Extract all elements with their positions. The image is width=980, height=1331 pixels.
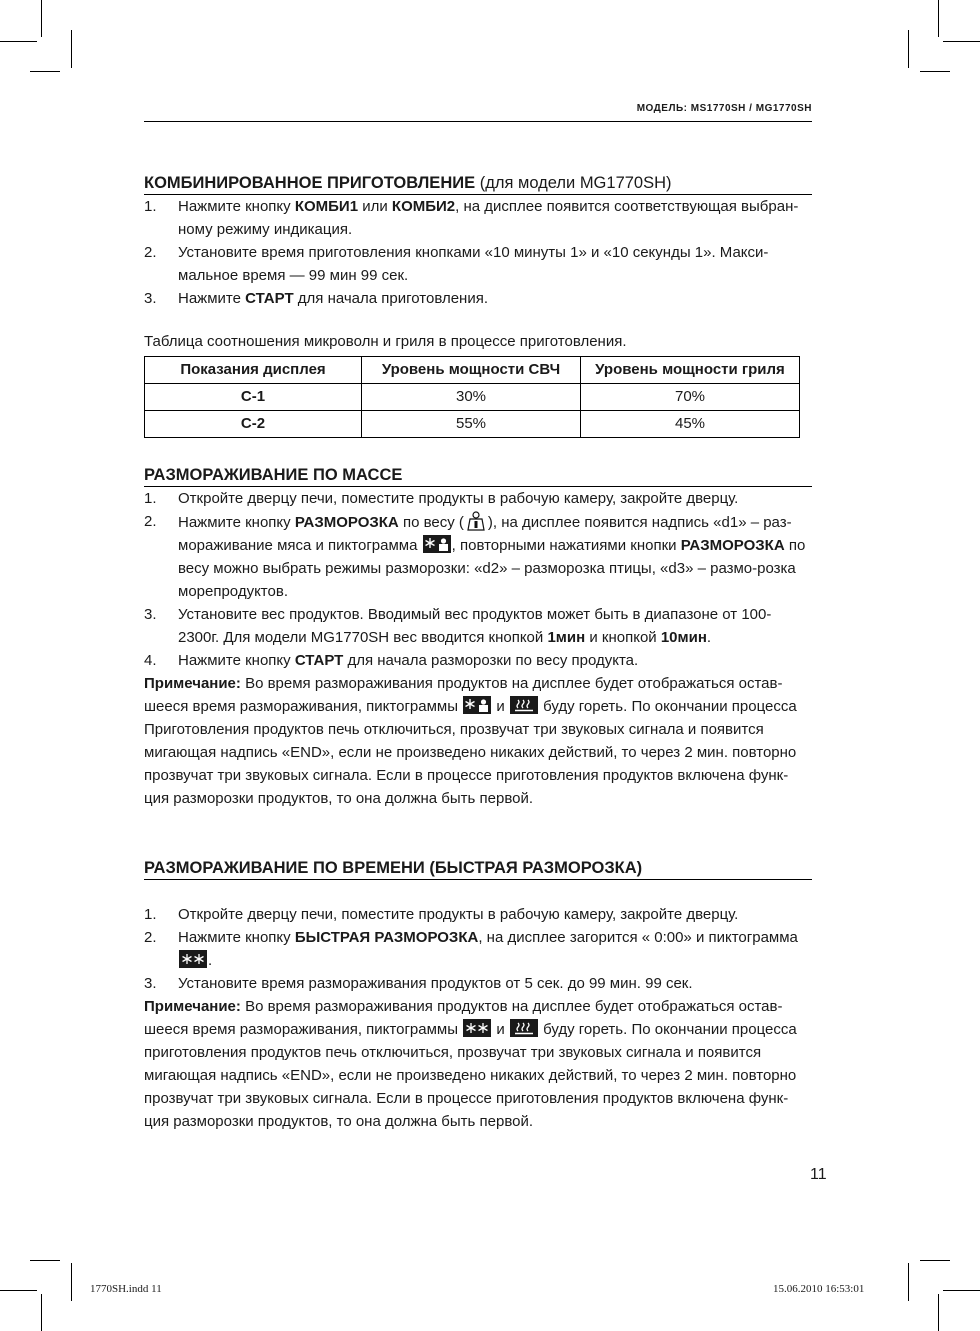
crop-mark — [938, 0, 939, 37]
note-paragraph — [144, 672, 812, 810]
list-item — [144, 241, 812, 287]
page-content — [144, 172, 812, 1133]
crop-mark — [71, 30, 72, 68]
note-text: буду гореть. По окончании процесса Приготовления продуктов печь отключиться, прозвучат три звуковых сигнала и появится мигающая надпись «END», если не произведено никаких действий, то через 2 мин. повторно прозвучат три звуковых сигнала. Если в процессе приготовления продуктов включена функ-ция разморозки продуктов, то она должна быть первой. — [144, 698, 797, 807]
step-key: РАЗМОРОЗКА — [680, 537, 785, 554]
step-key: БЫСТРАЯ РАЗМОРОЗКА — [294, 929, 479, 946]
list-item — [144, 287, 812, 310]
table-row — [145, 384, 800, 411]
crop-mark — [943, 1290, 980, 1291]
step-text: Откройте дверцу печи, поместите продукты в рабочую камеру, закройте дверцу. — [178, 906, 739, 923]
step-text: , на дисплее загорится « 0:00» и пиктограмма — [478, 929, 798, 946]
table-cell: 70% — [581, 384, 800, 411]
crop-mark — [0, 1290, 37, 1291]
step-key: КОМБИ2 — [391, 198, 456, 215]
step-text: , на дисплее появится соответствующая выбран-ному режиму индикация. — [178, 198, 799, 238]
snowflake-meat-icon — [423, 535, 451, 553]
note-text: Во время размораживания продуктов на дисплее будет отображаться остав-шееся время размораживания, пиктограммы — [144, 998, 783, 1038]
step-number: 3. — [144, 975, 157, 992]
list-item — [144, 510, 812, 603]
step-text: по весу можно выбрать режимы разморозки: «d2» – разморозка птицы, «d3» – размо-розка морепродуктов. — [178, 537, 806, 600]
section-title-quick-defrost — [144, 857, 812, 880]
table-cell: 45% — [581, 411, 800, 438]
note-text: и — [492, 1021, 509, 1038]
step-key: КОМБИ1 — [294, 198, 359, 215]
step-text: для начала приготовления. — [293, 290, 489, 307]
step-text: или — [358, 198, 392, 215]
slug-file: 1770SH.indd 11 — [90, 1283, 162, 1295]
crop-mark — [908, 1263, 909, 1301]
crop-mark — [71, 1263, 72, 1301]
crop-mark — [30, 71, 60, 72]
step-text: для начала разморозки по весу продукта. — [343, 652, 639, 669]
step-key: 1мин — [547, 629, 586, 646]
list-item — [144, 649, 812, 672]
list-item — [144, 972, 812, 995]
table-header: Показания дисплея — [145, 357, 362, 384]
step-key: РАЗМОРОЗКА — [294, 514, 399, 531]
step-key: 10мин — [660, 629, 707, 646]
step-text: , повторными нажатиями кнопки — [451, 537, 681, 554]
weight-defrost-steps — [144, 487, 812, 672]
section-title-text: КОМБИНИРОВАННОЕ ПРИГОТОВЛЕНИЕ — [144, 174, 476, 192]
table-header: Уровень мощности гриля — [581, 357, 800, 384]
crop-mark — [41, 1294, 42, 1331]
section-title-weight-defrost — [144, 464, 812, 487]
double-snowflake-icon — [463, 1019, 491, 1037]
step-number: 2. — [144, 929, 157, 946]
table-cell: 55% — [362, 411, 581, 438]
step-text: Установите время приготовления кнопками «10 минуты 1» и «10 секунды 1». Макси-мальное время — 99 мин 99 сек. — [178, 244, 769, 284]
table-caption: Таблица соотношения микроволн и гриля в процессе приготовления. — [144, 333, 627, 350]
defrost-waves-icon — [510, 696, 538, 714]
power-ratio-table — [144, 356, 800, 438]
step-text: ), на дисплее появится надпись «d1» – раз-мораживание мяса и пиктограмма — [178, 514, 792, 554]
step-number: 1. — [144, 906, 157, 923]
step-text: Нажмите — [178, 290, 246, 307]
page-number: 11 — [810, 1166, 827, 1183]
step-text: . — [208, 952, 213, 969]
crop-mark — [908, 30, 909, 68]
step-key: СТАРТ — [294, 652, 344, 669]
weight-icon — [464, 510, 488, 532]
crop-mark — [943, 41, 980, 42]
step-number: 4. — [144, 652, 157, 669]
section-title-text: РАЗМОРАЖИВАНИЕ ПО ВРЕМЕНИ (БЫСТРАЯ РАЗМОРОЗКА) — [144, 859, 643, 877]
double-snowflake-icon — [179, 950, 207, 968]
table-cell: С-1 — [145, 384, 362, 411]
section-title-combi — [144, 172, 812, 195]
step-number: 3. — [144, 606, 157, 623]
step-number: 2. — [144, 513, 157, 530]
step-text: Нажмите кнопку — [178, 514, 295, 531]
step-number: 1. — [144, 198, 157, 215]
defrost-waves-icon — [510, 1019, 538, 1037]
header-rule — [144, 121, 812, 122]
header-model: МОДЕЛЬ: MS1770SH / MG1770SH — [636, 103, 812, 114]
step-text: по весу ( — [398, 514, 464, 531]
crop-mark — [41, 0, 42, 37]
step-text: и кнопкой — [585, 629, 661, 646]
step-key: СТАРТ — [245, 290, 294, 307]
list-item — [144, 603, 812, 649]
crop-mark — [920, 1260, 950, 1261]
snowflake-meat-icon — [463, 696, 491, 714]
table-cell: 30% — [362, 384, 581, 411]
note-label: Примечание: — [144, 998, 241, 1015]
list-item — [144, 903, 812, 926]
note-text: и — [492, 698, 509, 715]
step-text: . — [706, 629, 712, 646]
step-text: Установите вес продуктов. Вводимый вес продуктов может быть в диапазоне от 100-2300г. Для модели MG1770SH вес вводится кнопкой — [178, 606, 772, 646]
combi-steps — [144, 195, 812, 310]
note-paragraph — [144, 995, 812, 1133]
section-title-text: РАЗМОРАЖИВАНИЕ ПО МАССЕ — [144, 466, 403, 484]
step-number: 2. — [144, 244, 157, 261]
crop-mark — [938, 1294, 939, 1331]
note-text: буду гореть. По окончании процесса приготовления продуктов печь отключиться, прозвучат три звуковых сигнала и появится мигающая надпись «END», если не произведено никаких действий, то через 2 мин. повторно прозвучат три звуковых сигнала. Если в процессе приготовления продуктов включена функ-ция разморозки продуктов, то она должна быть первой. — [144, 1021, 797, 1130]
table-header: Уровень мощности СВЧ — [362, 357, 581, 384]
step-text: Установите время размораживания продуктов от 5 сек. до 99 мин. 99 сек. — [178, 975, 693, 992]
step-number: 1. — [144, 490, 157, 507]
table-row — [145, 411, 800, 438]
list-item — [144, 487, 812, 510]
section-subtitle: (для модели MG1770SH) — [479, 174, 672, 192]
list-item — [144, 926, 812, 972]
note-text: Во время размораживания продуктов на дисплее будет отображаться остав-шееся время размораживания, пиктограммы — [144, 675, 783, 715]
slug-date: 15.06.2010 16:53:01 — [773, 1283, 865, 1295]
step-text: Откройте дверцу печи, поместите продукты в рабочую камеру, закройте дверцу. — [178, 490, 739, 507]
step-number: 3. — [144, 290, 157, 307]
crop-mark — [920, 71, 950, 72]
step-text: Нажмите кнопку — [178, 929, 295, 946]
step-text: Нажмите кнопку — [178, 198, 295, 215]
step-text: Нажмите кнопку — [178, 652, 295, 669]
table-header-row — [145, 357, 800, 384]
crop-mark — [0, 41, 37, 42]
table-cell: С-2 — [145, 411, 362, 438]
crop-mark — [30, 1260, 60, 1261]
quick-defrost-steps — [144, 903, 812, 995]
note-label: Примечание: — [144, 675, 241, 692]
list-item — [144, 195, 812, 241]
